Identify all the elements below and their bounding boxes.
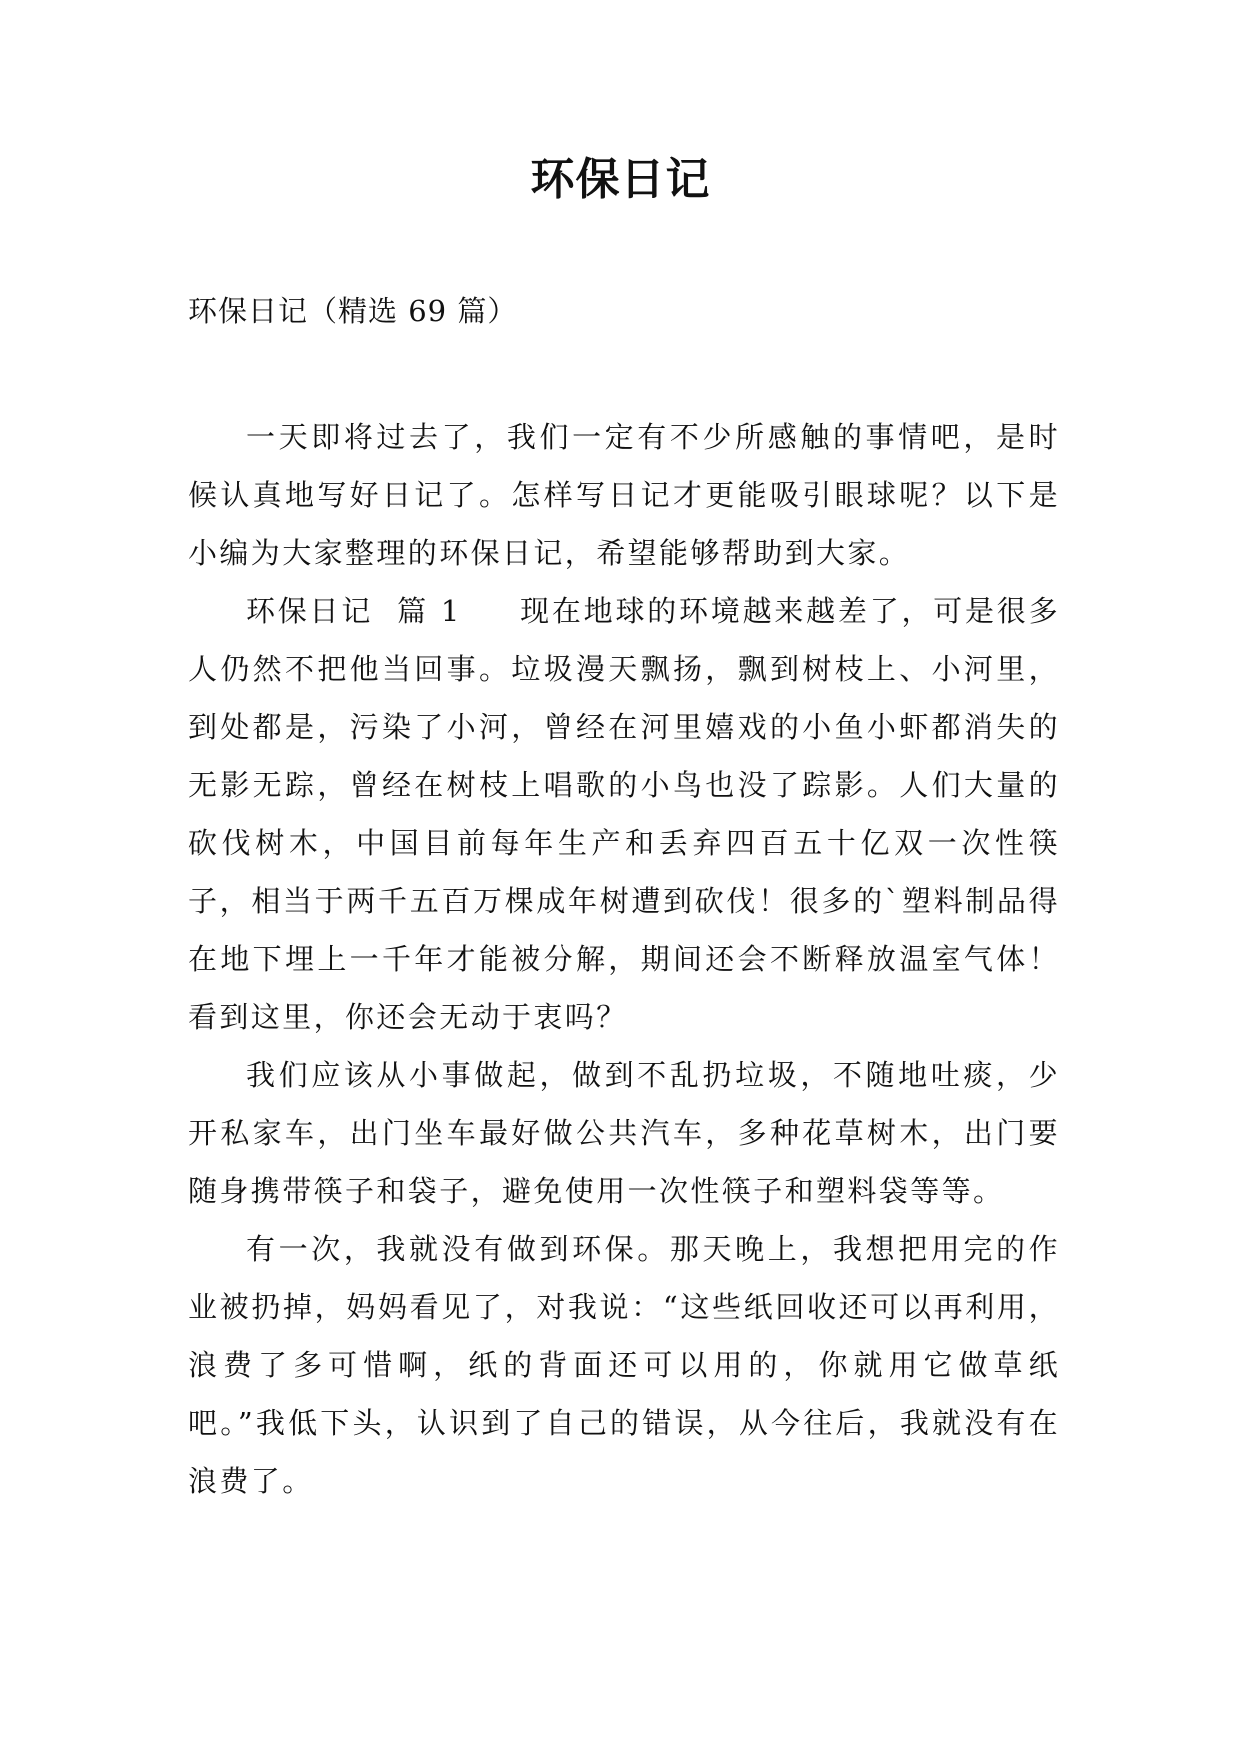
paragraph-text: 一天即将过去了，我们一定有不少所感触的事情吧，是时候认真地写好日记了。怎样写日记才更能吸引眼球呢？以下是小编为大家整理的环保日记，希望能够帮助到大家。 xyxy=(188,420,1060,570)
document-subtitle: 环保日记（精选 69 篇） xyxy=(188,294,518,328)
body-paragraph xyxy=(188,1046,1060,1220)
entry-1-paragraph xyxy=(188,582,1060,1046)
document-body xyxy=(188,408,1060,1510)
entry-heading: 环保日记 篇 1 xyxy=(246,594,462,628)
body-paragraph xyxy=(188,1220,1060,1510)
paragraph-text: 现在地球的环境越来越差了，可是很多人仍然不把他当回事。垃圾漫天飘扬，飘到树枝上、小河里，到处都是，污染了小河，曾经在河里嬉戏的小鱼小虾都消失的无影无踪，曾经在树枝上唱歌的小鸟也没了踪影。人们大量的砍伐树木，中国目前每年生产和丢弃四百五十亿双一次性筷子，相当于两千五百万棵成年树遭到砍伐！很多的`塑料制品得在地下埋上一千年才能被分解，期间还会不断释放温室气体！看到这里，你还会无动于衷吗？ xyxy=(188,594,1060,1034)
document-title: 环保日记 xyxy=(530,154,711,205)
paragraph-text: 有一次，我就没有做到环保。那天晚上，我想把用完的作业被扔掉，妈妈看见了，对我说：“这些纸回收还可以再利用，浪费了多可惜啊，纸的背面还可以用的，你就用它做草纸吧。”我低下头，认识到了自己的错误，从今往后，我就没有在浪费了。 xyxy=(188,1232,1060,1498)
intro-paragraph xyxy=(188,408,1060,582)
paragraph-text: 我们应该从小事做起，做到不乱扔垃圾，不随地吐痰，少开私家车，出门坐车最好做公共汽车，多种花草树木，出门要随身携带筷子和袋子，避免使用一次性筷子和塑料袋等等。 xyxy=(188,1058,1060,1208)
